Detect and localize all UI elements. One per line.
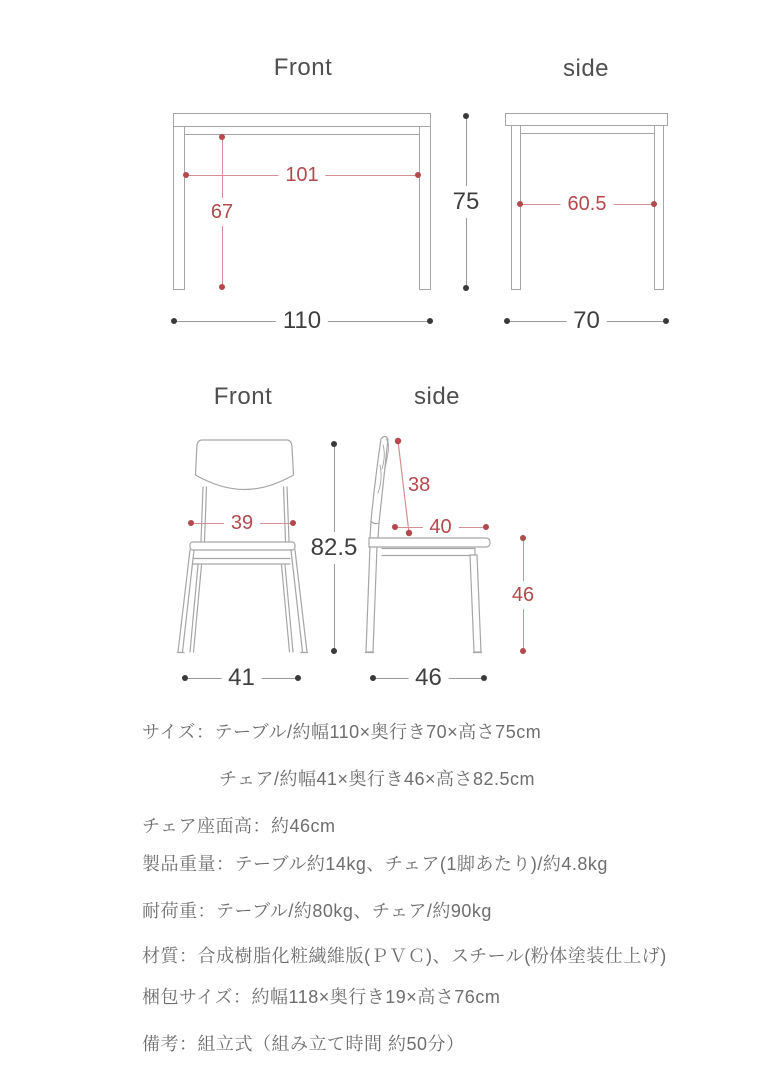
dim-chair-seat-depth-value: 40 — [422, 517, 458, 537]
dim-table-inner-width-value: 101 — [278, 165, 325, 185]
spec-package-size: 梱包サイズ：約幅118×奥行き19×高さ76cm — [142, 987, 501, 1007]
chair-side-rail — [382, 549, 475, 556]
chair-side-back-leg — [366, 546, 377, 652]
table-top-board — [173, 113, 431, 127]
spec-size-chair: チェア/約幅41×奥行き46×高さ82.5cm — [219, 769, 536, 789]
chair-front-diagram — [170, 425, 320, 660]
dim-table-height-value: 75 — [450, 186, 483, 218]
table-side-leg-right — [654, 125, 664, 290]
spec-seat-height: チェア座面高：約46cm — [142, 816, 336, 836]
chair-side-backrest — [371, 437, 388, 524]
chair-front-view-label: Front — [213, 383, 273, 410]
dim-table-inner-depth-value: 60.5 — [561, 194, 614, 214]
chair-back-post-left — [201, 487, 203, 541]
table-leg-right — [419, 126, 431, 290]
dim-table-inner-height-value: 67 — [208, 198, 236, 226]
chair-back-post-right — [284, 487, 286, 541]
chair-side-view-label: side — [413, 383, 461, 410]
table-side-view-label: side — [562, 55, 610, 82]
spec-material: 材質：合成樹脂化粧繊維版(ＰＶＣ)、スチール(粉体塗装仕上げ) — [142, 946, 667, 966]
dim-chair-width-value: 41 — [221, 666, 262, 690]
dim-chair-seat-width-value: 39 — [224, 513, 260, 533]
chair-side-front-leg — [470, 555, 481, 652]
chair-seat — [190, 542, 295, 550]
chair-side-diagram — [362, 425, 497, 660]
chair-side-seat — [369, 538, 490, 547]
spec-weight: 製品重量：テーブル約14kg、チェア(1脚あたり)/約4.8kg — [142, 854, 608, 874]
dim-chair-depth-value: 46 — [408, 666, 449, 690]
spec-size-table: サイズ：テーブル/約幅110×奥行き70×高さ75cm — [142, 722, 542, 742]
spec-remarks: 備考：組立式（組み立て時間 約50分） — [142, 1034, 465, 1054]
dim-table-width-value: 110 — [276, 309, 328, 333]
spec-load-capacity: 耐荷重：テーブル/約80kg、チェア/約90kg — [142, 901, 492, 921]
dim-chair-seat-height-value: 46 — [509, 581, 537, 609]
dim-chair-height-value: 82.5 — [308, 532, 361, 564]
table-side-apron — [520, 125, 655, 134]
dim-chair-backrest-value: 38 — [408, 474, 431, 496]
chair-leg-rear-right — [285, 565, 293, 652]
table-side-leg-left — [511, 125, 521, 290]
dim-table-depth-value: 70 — [566, 309, 607, 333]
chair-backrest — [196, 440, 294, 490]
table-leg-left — [173, 126, 185, 290]
table-front-view-label: Front — [273, 54, 333, 81]
